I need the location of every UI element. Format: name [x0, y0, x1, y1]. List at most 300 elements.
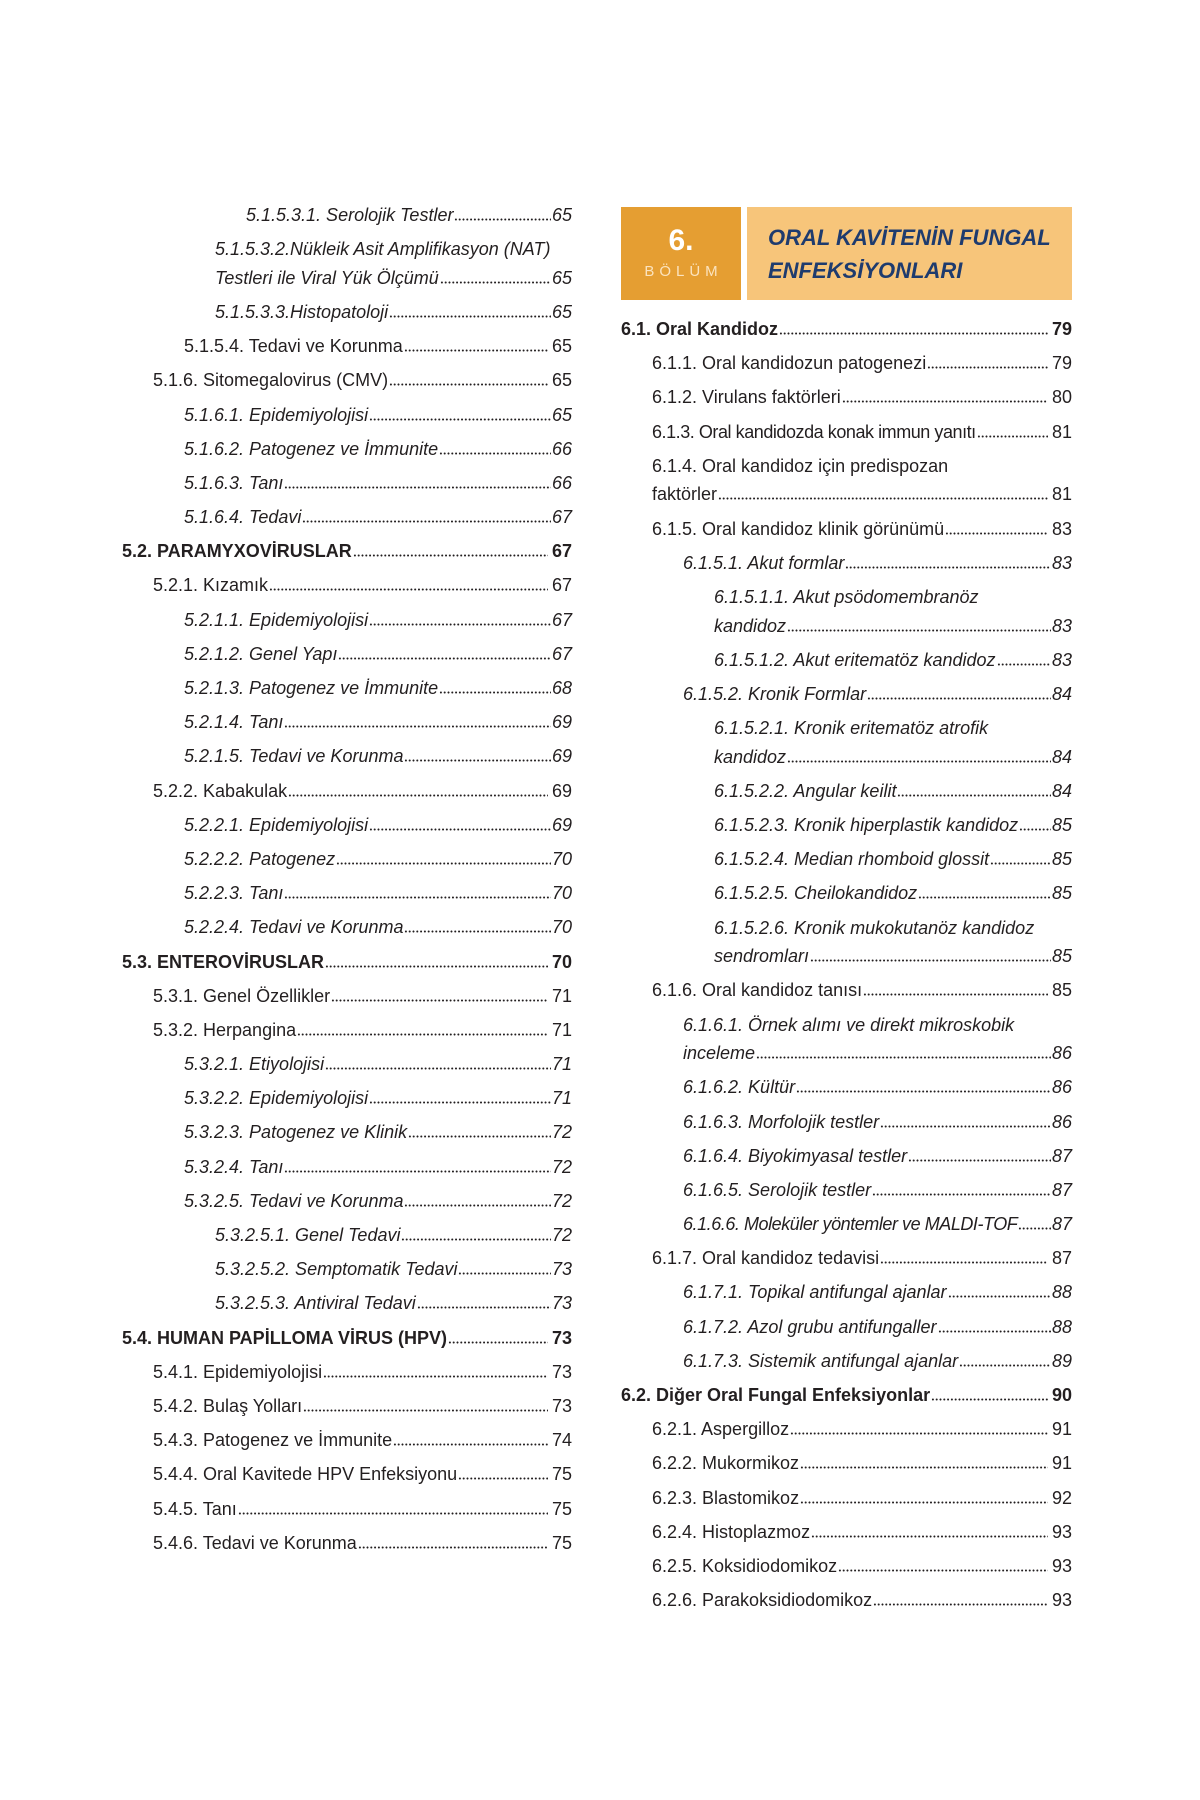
toc-entry-page: 84 [1051, 746, 1072, 767]
toc-entry-title: 5.2.1.2. Genel Yapı [184, 643, 338, 664]
toc-entry-title-continued: Testleri ile Viral Yük Ölçümü [215, 267, 439, 288]
toc-entry [184, 674, 572, 703]
toc-entry [246, 201, 572, 230]
toc-entry [652, 1518, 1072, 1547]
toc-entry-title: 5.2. PARAMYXOVİRUSLAR [122, 541, 352, 562]
dot-leader [269, 588, 548, 591]
dot-leader [997, 663, 1051, 666]
toc-entry-title: 6.2.4. Histoplazmoz [652, 1521, 811, 1542]
toc-entry-page: 66 [551, 438, 572, 459]
dot-leader [238, 1512, 548, 1515]
toc-entry [652, 383, 1072, 412]
dot-leader [938, 1330, 1051, 1333]
dot-leader [369, 1101, 551, 1104]
dot-leader [284, 1170, 551, 1173]
toc-entry-title-continued: kandidoz [714, 746, 787, 767]
toc-entry [184, 469, 572, 498]
chapter-title-box [747, 207, 1072, 300]
toc-entry-title: 6.1. Oral Kandidoz [621, 319, 779, 339]
toc-entry-title: 5.3. ENTEROVİRUSLAR [122, 951, 325, 972]
toc-entry [215, 1221, 572, 1250]
dot-leader [404, 759, 550, 762]
toc-entry-page: 86 [1051, 1111, 1072, 1132]
toc-entry-title-continued: faktörler [652, 484, 718, 505]
toc-entry [652, 515, 1072, 544]
toc-entry-page: 73 [551, 1327, 572, 1348]
dot-leader [880, 1125, 1051, 1128]
toc-entry [184, 1153, 572, 1182]
toc-entry [184, 742, 572, 771]
toc-entry-page: 79 [1051, 319, 1072, 339]
toc-entry-title-continued: inceleme [683, 1043, 756, 1064]
toc-entry-title: 5.2.2.1. Epidemiyolojisi [184, 814, 369, 835]
toc-entry [184, 1050, 572, 1079]
toc-entry [652, 1484, 1072, 1513]
toc-entry-title: 6.1.6.4. Biyokimyasal testler [683, 1145, 908, 1166]
toc-entry-title: 6.1.6.3. Morfolojik testler [683, 1111, 880, 1132]
toc-entry-page: 85 [1051, 849, 1072, 870]
dot-leader [990, 862, 1051, 865]
toc-entry-title: 5.1.6.3. Tanı [184, 472, 284, 493]
toc-entry-page: 83 [1051, 615, 1072, 636]
dot-leader [439, 691, 551, 694]
toc-entry-page: 71 [551, 1088, 572, 1109]
toc-entry-title: 5.3.2.5.2. Semptomatik Tedavi [215, 1259, 458, 1280]
toc-entry-title: 5.2.2.4. Tedavi ve Korunma [184, 917, 404, 938]
dot-leader [393, 1443, 548, 1446]
dot-leader [389, 315, 551, 318]
toc-entry [714, 811, 1072, 840]
toc-entry-page: 72 [551, 1122, 572, 1143]
toc-entry [652, 1552, 1072, 1581]
toc-entry [652, 418, 1072, 447]
toc-entry [652, 1415, 1072, 1444]
toc-entry [714, 583, 1072, 640]
toc-entry-title: 5.4.4. Oral Kavitede HPV Enfeksiyonu [153, 1464, 458, 1485]
toc-entry-title: 6.2.1. Aspergilloz [652, 1419, 790, 1440]
toc-entry-page: 65 [551, 404, 572, 425]
toc-entry [153, 777, 572, 806]
toc-entry-page: 85 [1051, 980, 1072, 1001]
toc-entry-page: 74 [551, 1430, 572, 1451]
dot-leader [838, 1569, 1048, 1572]
toc-entry-page: 67 [551, 575, 572, 596]
toc-entry-title: 5.2.1.4. Tanı [184, 712, 284, 733]
toc-entry [153, 1392, 572, 1421]
dot-leader [873, 1603, 1048, 1606]
toc-entry [153, 1358, 572, 1387]
toc-entry [652, 1449, 1072, 1478]
toc-entry-page: 70 [551, 848, 572, 869]
toc-entry-title: 6.1.6.2. Kültür [683, 1077, 796, 1098]
dot-leader [458, 1272, 550, 1275]
dot-leader [369, 828, 551, 831]
toc-entry-title: 5.3.2.3. Patogenez ve Klinik [184, 1122, 408, 1143]
dot-leader [908, 1159, 1051, 1162]
dot-leader [336, 862, 551, 865]
toc-entry [153, 1460, 572, 1489]
toc-entry-title: 6.1.5.2.4. Median rhomboid glossit [714, 849, 990, 870]
toc-section-heading [621, 1381, 1072, 1410]
dot-leader [811, 1535, 1048, 1538]
dot-leader [440, 281, 551, 284]
toc-entry-page: 70 [551, 917, 572, 938]
toc-entry-title: 5.2.2.2. Patogenez [184, 848, 336, 869]
toc-entry-page: 65 [551, 336, 572, 357]
toc-entry-page: 80 [1051, 387, 1072, 408]
toc-section-heading [122, 1324, 572, 1353]
toc-entry-title: 6.1.5.1.1. Akut psödomembranöz [714, 586, 979, 607]
toc-entry [714, 845, 1072, 874]
toc-entry-page: 65 [551, 370, 572, 391]
toc-entry-page: 67 [551, 541, 572, 562]
toc-entry [184, 1118, 572, 1147]
toc-entry-page: 69 [551, 780, 572, 801]
toc-entry-page: 84 [1051, 683, 1072, 704]
toc-entry [184, 1084, 572, 1113]
toc-entry-title: 6.1.5.2.6. Kronik mukokutanöz kandidoz [714, 917, 1035, 938]
toc-entry-title: 5.3.2. Herpangina [153, 1019, 297, 1040]
dot-leader [288, 794, 548, 797]
toc-entry-page: 73 [551, 1259, 572, 1280]
toc-entry-page: 88 [1051, 1282, 1072, 1303]
dot-leader [880, 1261, 1048, 1264]
toc-entry-page: 81 [1051, 484, 1072, 505]
toc-entry-title: 6.1.6.1. Örnek alımı ve direkt mikroskobik [683, 1014, 1015, 1035]
chapter-title-line: ENFEKSİYONLARI [768, 258, 963, 283]
toc-entry-title: 6.2. Diğer Oral Fungal Enfeksiyonlar [621, 1385, 931, 1406]
toc-entry-title: 6.1.5.2.1. Kronik eritematöz atrofik [714, 718, 989, 739]
toc-entry-title: 5.3.2.1. Etiyolojisi [184, 1054, 325, 1075]
toc-entry [184, 503, 572, 532]
toc-entry-title: 6.2.5. Koksidiodomikoz [652, 1555, 838, 1576]
toc-entry-page: 88 [1051, 1316, 1072, 1337]
dot-leader [353, 554, 548, 557]
toc-entry-title: 5.4.1. Epidemiyolojisi [153, 1361, 323, 1382]
toc-section-heading [122, 537, 572, 566]
dot-leader [927, 366, 1048, 369]
toc-entry-title: 6.1.5.1.2. Akut eritematöz kandidoz [714, 649, 996, 670]
toc-entry-title: 6.1.6. Oral kandidoz tanısı [652, 980, 863, 1001]
toc-entry-page: 93 [1051, 1521, 1072, 1542]
dot-leader [779, 332, 1048, 335]
toc-entry-title: 5.1.5.4. Tedavi ve Korunma [184, 336, 403, 357]
toc-entry-page: 75 [551, 1498, 572, 1519]
toc-entry [215, 235, 572, 292]
toc-entry-title: 5.1.6.4. Tedavi [184, 507, 302, 528]
toc-column-left [122, 201, 572, 1563]
toc-entry-page: 87 [1051, 1145, 1072, 1166]
toc-entry [153, 366, 572, 395]
toc-section-heading [621, 315, 1072, 344]
toc-entry-page: 70 [551, 883, 572, 904]
toc-entry [683, 1313, 1072, 1342]
dot-leader [872, 1193, 1051, 1196]
toc-entry-page: 73 [551, 1293, 572, 1314]
toc-entry [215, 298, 572, 327]
toc-entry-title: 5.4.6. Tedavi ve Korunma [153, 1532, 357, 1553]
dot-leader [302, 520, 551, 523]
toc-entry-page: 72 [551, 1156, 572, 1177]
toc-section-heading [122, 948, 572, 977]
toc-entry-title: 5.4.5. Tanı [153, 1498, 237, 1519]
dot-leader [331, 999, 548, 1002]
toc-entry-title: 6.1.5.2.5. Cheilokandidoz [714, 883, 918, 904]
toc-entry-page: 91 [1051, 1453, 1072, 1474]
toc-entry [683, 1108, 1072, 1137]
toc-entry-title: 5.4.3. Patogenez ve İmmunite [153, 1430, 393, 1451]
toc-entry-title-continued: kandidoz [714, 615, 787, 636]
dot-leader [787, 760, 1051, 763]
dot-leader [404, 1204, 550, 1207]
dot-leader [417, 1306, 551, 1309]
dot-leader [945, 532, 1048, 535]
toc-entry [683, 1073, 1072, 1102]
dot-leader [369, 418, 551, 421]
dot-leader [284, 725, 551, 728]
toc-entry [153, 1495, 572, 1524]
toc-entry-page: 85 [1051, 883, 1072, 904]
toc-entry-title: 5.3.2.4. Tanı [184, 1156, 284, 1177]
chapter-number: 6. [668, 224, 694, 257]
dot-leader [1018, 1227, 1051, 1230]
toc-entry-title: 5.2.2. Kabakulak [153, 780, 288, 801]
toc-entry-page: 68 [551, 678, 572, 699]
toc-entry [184, 879, 572, 908]
dot-leader [918, 896, 1051, 899]
toc-entry [683, 1278, 1072, 1307]
dot-leader [796, 1090, 1051, 1093]
toc-entry-title: 6.1.7.2. Azol grubu antifungaller [683, 1316, 937, 1337]
toc-entry [184, 332, 572, 361]
toc-entry-title: 6.2.6. Parakoksidiodomikoz [652, 1590, 873, 1611]
toc-entry-page: 93 [1051, 1555, 1072, 1576]
dot-leader [408, 1135, 551, 1138]
chapter-label: BÖLÜM [644, 263, 723, 280]
toc-entry-title: 5.2.1.3. Patogenez ve İmmunite [184, 678, 439, 699]
toc-entry-page: 75 [551, 1464, 572, 1485]
dot-leader [718, 497, 1048, 500]
toc-entry-page: 72 [551, 1190, 572, 1211]
toc-entry [184, 811, 572, 840]
toc-entry-page: 65 [551, 301, 572, 322]
toc-entry-title: 5.2.1. Kızamık [153, 575, 269, 596]
toc-entry [215, 1255, 572, 1284]
dot-leader [458, 1477, 548, 1480]
toc-entry-title: 5.2.1.5. Tedavi ve Korunma [184, 746, 404, 767]
toc-entry-title: 6.1.2. Virulans faktörleri [652, 387, 841, 408]
dot-leader [1019, 828, 1051, 831]
toc-entry-page: 73 [551, 1361, 572, 1382]
toc-entry [683, 1176, 1072, 1205]
dot-leader [756, 1056, 1051, 1059]
dot-leader [303, 1409, 548, 1412]
toc-entry-page: 93 [1051, 1590, 1072, 1611]
toc-entry [714, 646, 1072, 675]
toc-entry-page: 87 [1051, 1214, 1072, 1235]
toc-entry-page: 67 [551, 507, 572, 528]
dot-leader [948, 1295, 1051, 1298]
toc-entry [714, 777, 1072, 806]
toc-entry-title: 5.3.2.2. Epidemiyolojisi [184, 1088, 369, 1109]
toc-entry-title: 5.1.6.2. Patogenez ve İmmunite [184, 438, 439, 459]
dot-leader [931, 1398, 1048, 1401]
dot-leader [358, 1546, 548, 1549]
dot-leader [369, 623, 551, 626]
toc-entry-title: 5.1.6.1. Epidemiyolojisi [184, 404, 369, 425]
dot-leader [800, 1466, 1048, 1469]
dot-leader [800, 1501, 1048, 1504]
dot-leader [448, 1341, 548, 1344]
toc-entry-title: 6.1.4. Oral kandidoz için predispozan [652, 455, 949, 476]
toc-entry-page: 73 [551, 1395, 572, 1416]
toc-entry-title-continued: sendromları [714, 946, 810, 967]
toc-entry-title: 5.3.2.5.1. Genel Tedavi [215, 1225, 401, 1246]
dot-leader [845, 566, 1051, 569]
toc-entry-page: 90 [1051, 1385, 1072, 1406]
toc-entry-page: 67 [551, 609, 572, 630]
toc-entry-title: 6.1.7.1. Topikal antifungal ajanlar [683, 1282, 947, 1303]
dot-leader [454, 218, 551, 221]
toc-entry-page: 87 [1051, 1179, 1072, 1200]
toc-entry-page: 71 [551, 1054, 572, 1075]
toc-entry [184, 640, 572, 669]
toc-entry-title: 5.3.2.5.3. Antiviral Tedavi [215, 1293, 416, 1314]
toc-entry-title: 5.3.2.5. Tedavi ve Korunma [184, 1190, 404, 1211]
toc-entry [215, 1289, 572, 1318]
toc-entry-page: 87 [1051, 1248, 1072, 1269]
toc-entry-title: 5.2.2.3. Tanı [184, 883, 284, 904]
toc-entry-title: 6.1.5.1. Akut formlar [683, 552, 845, 573]
toc-entry-title: 5.4.2. Bulaş Yolları [153, 1395, 303, 1416]
toc-entry-page: 84 [1051, 780, 1072, 801]
toc-entry-page: 89 [1051, 1350, 1072, 1371]
toc-entry-page: 70 [551, 951, 572, 972]
toc-entry-title: 6.2.3. Blastomikoz [652, 1487, 800, 1508]
toc-entry [184, 401, 572, 430]
dot-leader [897, 794, 1051, 797]
toc-entry-page: 71 [551, 1019, 572, 1040]
dot-leader [297, 1033, 548, 1036]
dot-leader [977, 435, 1048, 438]
toc-entry-title: 6.1.5. Oral kandidoz klinik görünümü [652, 518, 945, 539]
toc-entry [683, 680, 1072, 709]
dot-leader [787, 629, 1051, 632]
dot-leader [959, 1364, 1051, 1367]
toc-entry-page: 81 [1051, 421, 1072, 442]
toc-entry [184, 435, 572, 464]
toc-entry-page: 85 [1051, 946, 1072, 967]
toc-entry-title: 6.1.3. Oral kandidozda konak immun yanıtı [652, 421, 976, 442]
toc-entry [184, 606, 572, 635]
toc-entry [184, 1187, 572, 1216]
toc-entry [153, 571, 572, 600]
toc-entry-title: 6.1.5.2.3. Kronik hiperplastik kandidoz [714, 815, 1019, 836]
toc-entry [652, 452, 1072, 509]
toc-entry [714, 914, 1072, 971]
dot-leader [325, 965, 548, 968]
toc-entry-title: 5.3.1. Genel Özellikler [153, 985, 331, 1006]
toc-entry [153, 1529, 572, 1558]
toc-entry-page: 83 [1051, 518, 1072, 539]
toc-entry-page: 91 [1051, 1419, 1072, 1440]
toc-entry-page: 83 [1051, 552, 1072, 573]
dot-leader [338, 657, 551, 660]
chapter-badge [621, 207, 741, 300]
dot-leader [325, 1067, 551, 1070]
toc-entry-title: 6.1.6.5. Serolojik testler [683, 1179, 872, 1200]
toc-entry-page: 72 [551, 1225, 572, 1246]
toc-entry-title: 6.1.5.2.2. Angular keilit [714, 780, 897, 801]
dot-leader [284, 486, 551, 489]
dot-leader [404, 349, 548, 352]
toc-entry-page: 65 [551, 267, 572, 288]
toc-entry [184, 845, 572, 874]
toc-entry-title: 6.1.1. Oral kandidozun patogenezi [652, 353, 927, 374]
toc-entry [652, 1244, 1072, 1273]
toc-entry-title: 5.1.5.3.2.Nükleik Asit Amplifikasyon (NAT) [215, 239, 551, 260]
dot-leader [810, 959, 1051, 962]
toc-entry-page: 69 [551, 746, 572, 767]
dot-leader [389, 383, 548, 386]
toc-entry [683, 549, 1072, 578]
toc-entry-page: 71 [551, 985, 572, 1006]
toc-entry [683, 1011, 1072, 1068]
toc-entry-title: 6.1.5.2. Kronik Formlar [683, 683, 867, 704]
dot-leader [842, 400, 1048, 403]
toc-entry-page: 69 [551, 814, 572, 835]
toc-entry-title: 6.1.6.6. Moleküler yöntemler ve MALDI-TOF [683, 1214, 1018, 1235]
toc-entry [153, 982, 572, 1011]
dot-leader [867, 697, 1051, 700]
toc-entry [652, 976, 1072, 1005]
toc-entry [153, 1426, 572, 1455]
toc-entry [184, 708, 572, 737]
toc-entry [683, 1142, 1072, 1171]
toc-entry [683, 1210, 1072, 1239]
toc-entry [714, 879, 1072, 908]
toc-entry [184, 913, 572, 942]
dot-leader [863, 993, 1048, 996]
toc-entry-page: 67 [551, 643, 572, 664]
dot-leader [439, 452, 551, 455]
toc-entry-page: 69 [551, 712, 572, 733]
toc-entry-page: 66 [551, 472, 572, 493]
toc-entry-title: 5.4. HUMAN PAPİLLOMA VİRUS (HPV) [122, 1327, 448, 1348]
toc-entry-page: 86 [1051, 1077, 1072, 1098]
toc-entry-title: 6.1.7.3. Sistemik antifungal ajanlar [683, 1350, 959, 1371]
toc-entry [714, 714, 1072, 771]
dot-leader [404, 930, 550, 933]
toc-entry-page: 75 [551, 1532, 572, 1553]
toc-entry-page: 92 [1051, 1487, 1072, 1508]
toc-entry-page: 85 [1051, 815, 1072, 836]
dot-leader [284, 896, 551, 899]
dot-leader [323, 1375, 548, 1378]
toc-entry-title: 6.1.7. Oral kandidoz tedavisi [652, 1248, 880, 1269]
toc-entry-page: 86 [1051, 1043, 1072, 1064]
dot-leader [401, 1238, 551, 1241]
chapter-title-line: ORAL KAVİTENİN FUNGAL [768, 225, 1051, 250]
toc-entry-title: 5.1.5.3.3.Histopatoloji [215, 301, 389, 322]
toc-entry [652, 349, 1072, 378]
toc-entry-page: 83 [1051, 649, 1072, 670]
toc-entry-page: 65 [551, 205, 572, 225]
toc-entry-title: 5.2.1.1. Epidemiyolojisi [184, 609, 369, 630]
toc-entry [652, 1586, 1072, 1615]
toc-column-right [621, 315, 1072, 1620]
toc-entry [683, 1347, 1072, 1376]
